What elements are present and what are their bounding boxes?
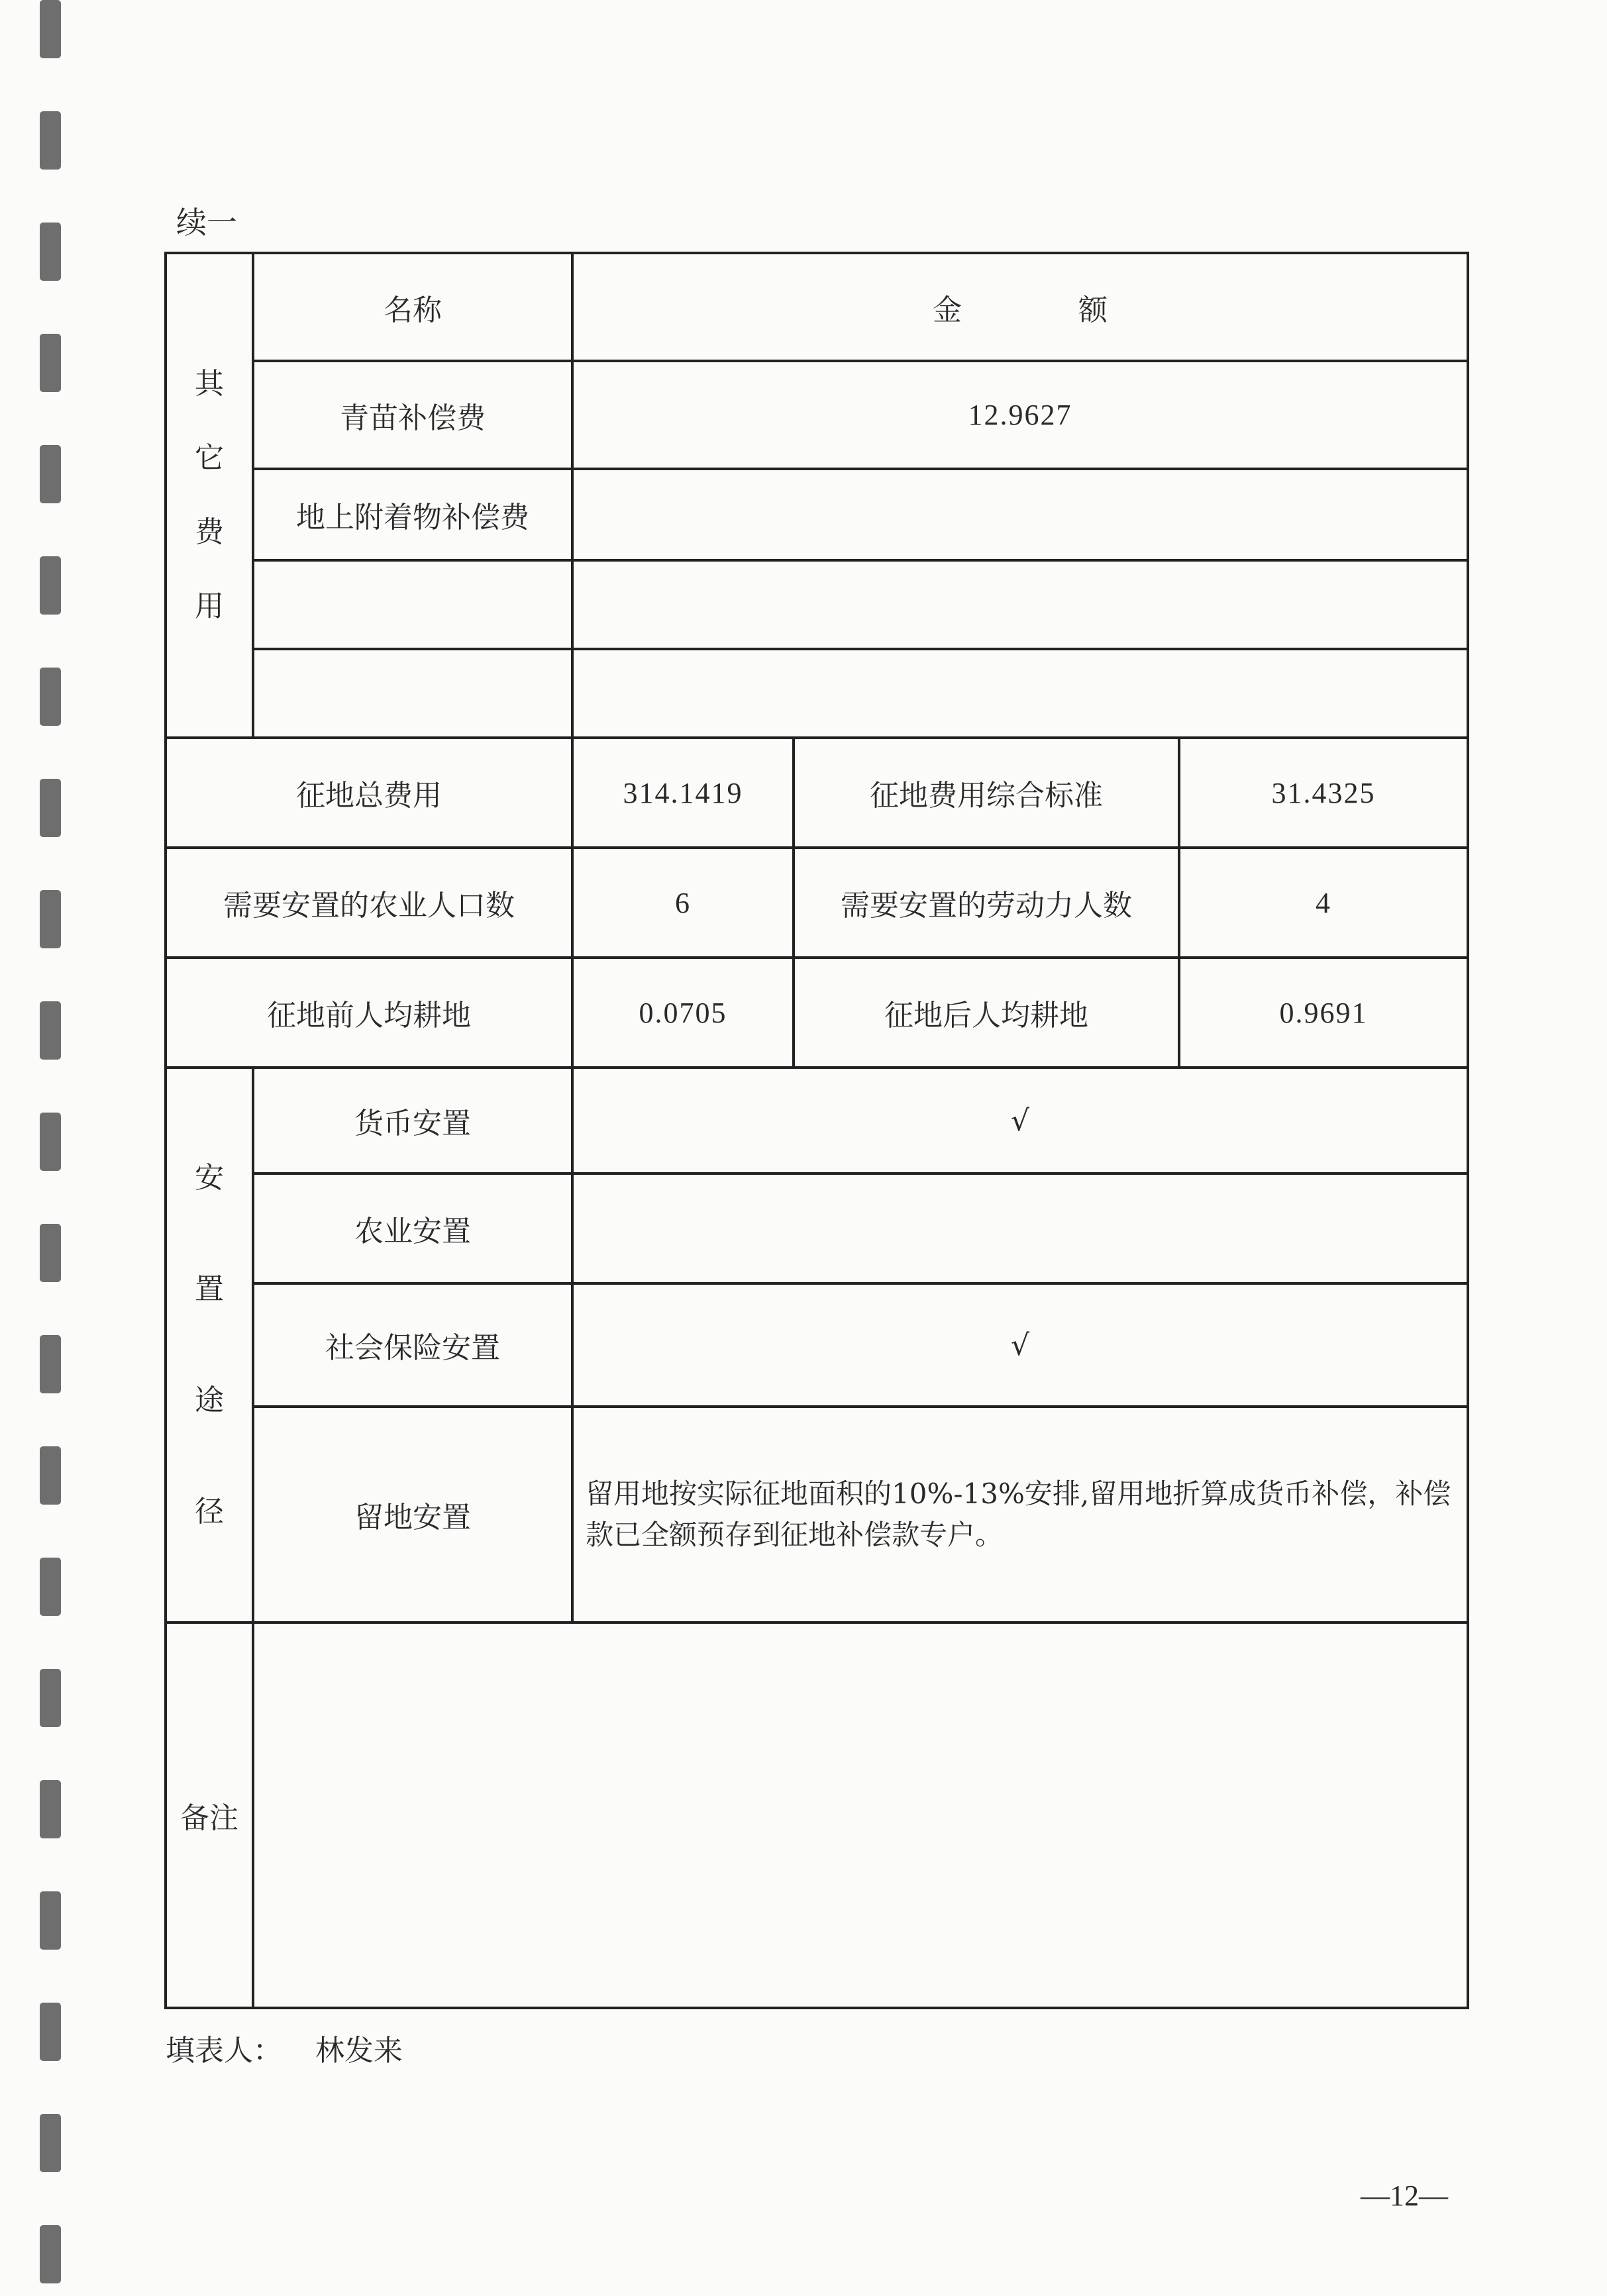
resettlement-value-cell: 留用地按实际征地面积的10%-13%安排,留用地折算成货币补偿，补偿款已全额预存到征地补偿款专户。 bbox=[572, 1407, 1468, 1622]
resettlement-section-label: 安 置 途 径 bbox=[166, 1068, 253, 1622]
summary-value: 0.9691 bbox=[1179, 958, 1468, 1068]
summary-label: 需要安置的农业人口数 bbox=[166, 848, 572, 958]
fee-amount-cell bbox=[572, 560, 1468, 649]
summary-value: 0.0705 bbox=[572, 958, 794, 1068]
summary-value: 314.1419 bbox=[572, 738, 794, 848]
remarks-label: 备注 bbox=[166, 1622, 253, 2008]
fee-amount-cell bbox=[572, 649, 1468, 738]
binding-hole bbox=[40, 2114, 61, 2172]
amount-column-header: 金 额 bbox=[572, 253, 1468, 361]
summary-label: 征地前人均耕地 bbox=[166, 958, 572, 1068]
resettlement-name-cell: 货币安置 bbox=[253, 1068, 572, 1173]
binding-hole bbox=[40, 1780, 61, 1838]
binding-hole bbox=[40, 556, 61, 615]
binding-hole bbox=[40, 890, 61, 948]
fee-name-cell bbox=[253, 649, 572, 738]
binding-hole bbox=[40, 2225, 61, 2283]
binding-hole bbox=[40, 1113, 61, 1171]
summary-label: 征地费用综合标准 bbox=[794, 738, 1179, 848]
binding-hole bbox=[40, 1335, 61, 1393]
filler-name: 林发来 bbox=[315, 2034, 403, 2068]
resettlement-value-cell bbox=[572, 1173, 1468, 1283]
fee-name-cell: 青苗补偿费 bbox=[253, 361, 572, 469]
binding-hole bbox=[40, 1891, 61, 1950]
fee-amount-cell bbox=[572, 469, 1468, 560]
binding-hole bbox=[40, 111, 61, 170]
summary-label: 征地总费用 bbox=[166, 738, 572, 848]
resettlement-value-cell: √ bbox=[572, 1068, 1468, 1173]
remarks-value bbox=[253, 1622, 1468, 2008]
resettlement-value-cell: √ bbox=[572, 1283, 1468, 1407]
land-acquisition-table bbox=[164, 252, 1469, 2009]
summary-label: 征地后人均耕地 bbox=[794, 958, 1179, 1068]
summary-value: 4 bbox=[1179, 848, 1468, 958]
binding-holes bbox=[40, 0, 66, 2296]
filler-label: 填表人： bbox=[166, 2034, 282, 2068]
binding-hole bbox=[40, 1669, 61, 1727]
binding-hole bbox=[40, 334, 61, 392]
binding-hole bbox=[40, 0, 61, 58]
fee-name-cell: 地上附着物补偿费 bbox=[253, 469, 572, 560]
binding-hole bbox=[40, 1446, 61, 1505]
continuation-label: 续一 bbox=[176, 205, 237, 240]
resettlement-name-cell: 农业安置 bbox=[253, 1173, 572, 1283]
binding-hole bbox=[40, 1558, 61, 1616]
summary-value: 6 bbox=[572, 848, 794, 958]
binding-hole bbox=[40, 223, 61, 281]
binding-hole bbox=[40, 2003, 61, 2061]
resettlement-name-cell: 留地安置 bbox=[253, 1407, 572, 1622]
summary-label: 需要安置的劳动力人数 bbox=[794, 848, 1179, 958]
fee-name-cell bbox=[253, 560, 572, 649]
fee-amount-cell: 12.9627 bbox=[572, 361, 1468, 469]
resettlement-name-cell: 社会保险安置 bbox=[253, 1283, 572, 1407]
binding-hole bbox=[40, 1224, 61, 1282]
summary-value: 31.4325 bbox=[1179, 738, 1468, 848]
binding-hole bbox=[40, 779, 61, 837]
page-number: —12— bbox=[1361, 2179, 1448, 2212]
name-column-header: 名称 bbox=[253, 253, 572, 361]
binding-hole bbox=[40, 445, 61, 503]
binding-hole bbox=[40, 668, 61, 726]
binding-hole bbox=[40, 1001, 61, 1060]
other-fees-section-label: 其 它 费 用 bbox=[166, 253, 253, 738]
form-filler bbox=[166, 2026, 403, 2069]
